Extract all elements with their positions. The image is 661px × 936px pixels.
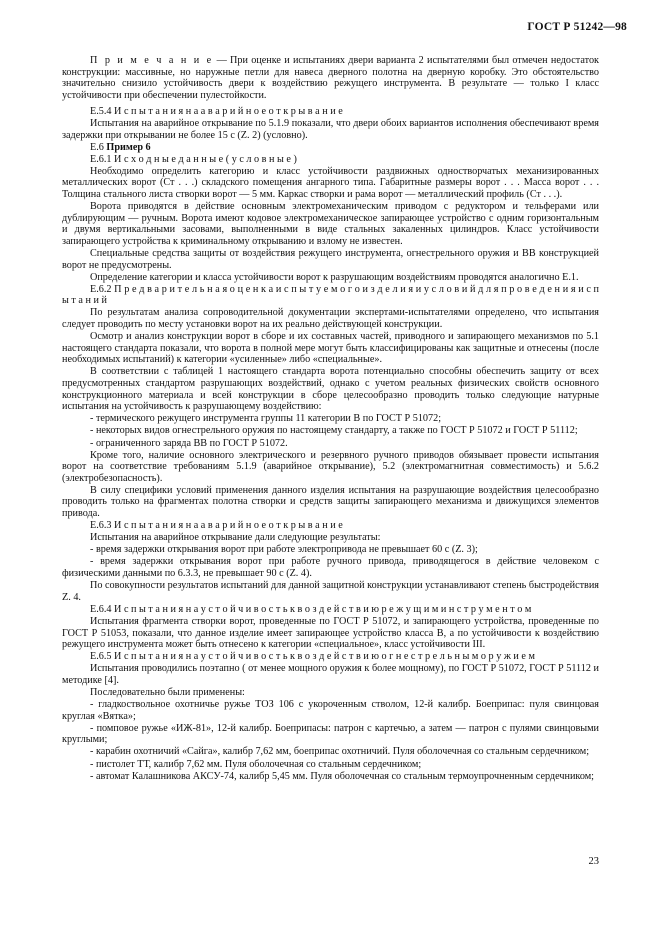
paragraph: Определение категории и класса устойчивости ворот к разрушающим воздействиям проводятся аналогично Е.1.: [90, 271, 579, 283]
paragraph: Испытания на аварийное открывание дали следующие результаты:: [90, 532, 381, 544]
page-number: 23: [588, 856, 599, 867]
paragraph: Последовательно были применены:: [90, 686, 245, 698]
section-e6-title: Пример 6: [106, 141, 151, 153]
section-e61-heading: Е.6.1 И с х о д н ы е д а н н ы е ( у с л о в н ы е ): [90, 153, 297, 165]
paragraph: Специальные средства защиты от воздействия режущего инструмента, огнестрельного оружия и ВВ конструкцией ворот не предусмотрены.: [62, 248, 599, 271]
paragraph: Испытания проводились поэтапно ( от менее мощного оружия к более мощному), по ГОСТ Р 51072, ГОСТ Р 51112 и методике [4].: [62, 663, 599, 686]
paragraph: Кроме того, наличие основного электрического и резервного ручного приводов обязывает провести испытания ворот на соответствие требованиям 5.1.9 (аварийное открывание), 5.2 (электромагнитная совместимость) и 5.6.2 (электробезопасность).: [62, 449, 599, 484]
list-item: - автомат Калашникова АКСУ-74, калибр 5,45 мм. Пуля оболочечная со стальным термоупрочненным сердечником;: [90, 770, 595, 782]
section-e6-number: Е.6: [90, 141, 107, 153]
list-item: - ограниченного заряда ВВ по ГОСТ Р 51072.: [90, 437, 288, 449]
section-e65-heading: Е.6.5 И с п ы т а н и я н а у с т о й ч и в о с т ь к в о з д е й с т в и ю о г н е с т р е л ь н ы м о р у ж и е м: [90, 651, 535, 663]
list-item: - время задержки открывания ворот при работе ручного привода, приводящегося в действие человеком с физическими данными по 6.3.3, не превышает 90 с (Z. 4).: [62, 556, 599, 580]
note-lead: П р и м е ч а н и е: [90, 55, 214, 66]
standard-header: ГОСТ Р 51242—98: [527, 21, 627, 33]
list-item: - термического режущего инструмента группы 11 категории В по ГОСТ Р 51072;: [90, 413, 442, 425]
list-item: - пистолет ТТ, калибр 7,62 мм. Пуля оболочечная со стальным сердечником;: [90, 758, 422, 770]
paragraph: Необходимо определить категорию и класс устойчивости раздвижных одностворчатых механизированных металлических ворот (Ст . . .) складского помещения ангарного типа. Габаритные размеры ворот . . . Масса ворот . . . Толщина стального листа створки ворот — 5 мм. Каркас створки и рама ворот — металлический профиль (Ст . . .).: [62, 165, 599, 201]
section-e64-heading: Е.6.4 И с п ы т а н и я н а у с т о й ч и в о с т ь к в о з д е й с т в и ю р е ж у щ и м и н с т р у м е н т о м: [90, 603, 532, 615]
paragraph: По совокупности результатов испытаний для данной защитной конструкции устанавливают степень быстродействия Z. 4.: [62, 580, 599, 603]
section-e54-heading: Е.5.4 И с п ы т а н и я н а а в а р и й н о е о т к р ы в а н и е: [90, 105, 343, 117]
list-item: - помповое ружье «ИЖ-81», 12-й калибр. Боеприпасы: патрон с картечью, а затем — патрон с пулями свинцовыми круглыми;: [62, 722, 599, 746]
list-item: - гладкоствольное охотничье ружье ТОЗ 106 с укороченным стволом, 12-й калибр. Боеприпас: пуля свинцовая круглая «Вятка»;: [62, 699, 599, 722]
paragraph: По результатам анализа сопроводительной документации экспертами-испытателями определено, что испытания следует проводить по месту установки ворот на их реально действующей конструкции.: [62, 307, 599, 331]
note-paragraph: [62, 55, 599, 101]
list-item: - некоторых видов огнестрельного оружия по настоящему стандарту, а также по ГОСТ Р 51072 и ГОСТ Р 51112;: [90, 425, 578, 437]
paragraph: Осмотр и анализ конструкции ворот в сборе и их составных частей, приводного и запирающего механизмов по 5.1 настоящего стандарта показали, что ворота в полной мере могут быть классифицированы как защитные и отнесены (после необходимых испытаний) к категории «усиленные» либо «специальные».: [62, 331, 599, 366]
note-text: — При оценке и испытаниях двери варианта 2 испытателями был отмечен недостаток конструкции: массивные, но наружные петли для навеса дверного полотна на дверную коробку. Это обстоятельство значительно снизило устойчивость двери к воздействию режущего инструмента. В результате — только I класс устойчивости при обеспечении пулестойкости.: [62, 55, 599, 101]
section-e54-text: Испытания на аварийное открывание по 5.1.9 показали, что двери обоих вариантов исполнения обеспечивают время задержки при открывании не более 15 с (Z. 2) (условно).: [62, 117, 599, 141]
page-body: [62, 55, 599, 783]
paragraph: Ворота приводятся в действие основным электромеханическим приводом с редуктором и тельферами или дублирующим — ручным. Ворота имеют кодовое электромеханическое запирающее устройство с одним горизонтальным и двумя вертикальными засовами, выполненными в виде стальных закаленных цилиндров. Класс устойчивости запирающего устройства к криминальному открыванию и взлому не известен.: [62, 201, 599, 247]
section-e63-heading: Е.6.3 И с п ы т а н и я н а а в а р и й н о е о т к р ы в а н и е: [90, 520, 343, 532]
section-e6-heading: [62, 142, 599, 154]
paragraph: В силу специфики условий применения данного изделия испытания на разрушающие воздействия целесообразно проводить только на фрагментах полотна створки и средств защиты запирающего механизма и движущихся элементов привода.: [62, 484, 599, 520]
section-e62-heading: Е.6.2 П р е д в а р и т е л ь н а я о ц е н к а и с п ы т у е м о г о и з д е л и я и у с л о в и й д л я п р о в е д е н и я и с п ы т а н и й: [62, 283, 599, 307]
list-item: - карабин охотничий «Сайга», калибр 7,62 мм, боеприпас охотничий. Пуля оболочечная со стальным сердечником;: [90, 746, 590, 758]
paragraph: Испытания фрагмента створки ворот, проведенные по ГОСТ Р 51072, и запирающего устройства, проведенные по ГОСТ Р 51053, показали, что данное изделие имеет запирающее устройство класса В, а по устойчивости к воздействию режущего инструмента может быть отнесено к категории «специальное», класс устойчивости III.: [62, 615, 599, 651]
paragraph: В соответствии с таблицей 1 настоящего стандарта ворота потенциально способны обеспечить защиту от всех предусмотренных стандартом разрушающих воздействий, однако с учетом реальных физических свойств основного конструкционного материала и всей конструкции в сборе целесообразно проводить только следующие натурные испытания на устойчивость к разрушающему воздействию:: [62, 366, 599, 413]
list-item: - время задержки открывания ворот при работе электропривода не превышает 60 с (Z. 3);: [90, 544, 478, 556]
